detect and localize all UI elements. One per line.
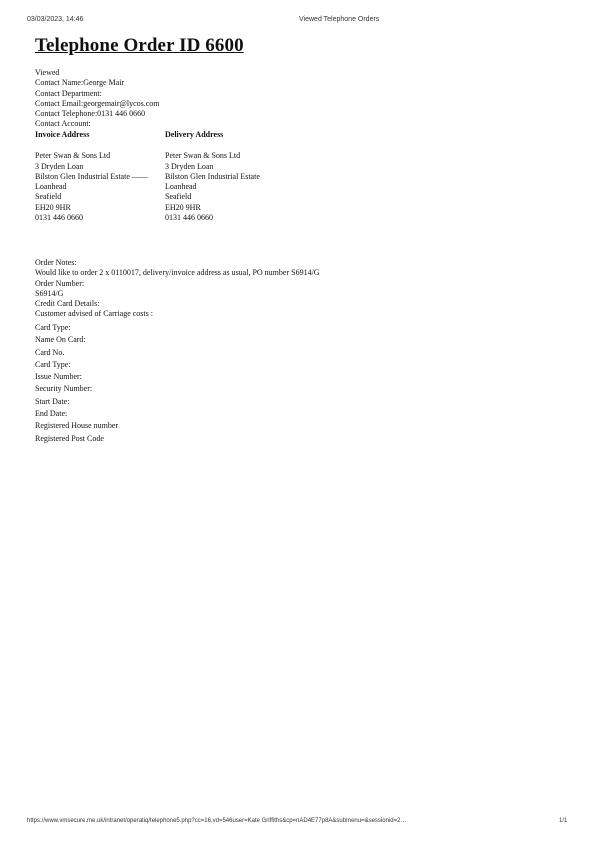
order-notes-text: Would like to order 2 x 0110017, delivery/invoice address as usual, PO number S6914/G bbox=[35, 268, 320, 278]
delivery-estate: Bilston Glen Industrial Estate bbox=[165, 171, 260, 181]
invoice-address-heading: Invoice Address bbox=[35, 130, 90, 139]
contact-account: Contact Account: bbox=[35, 119, 91, 129]
delivery-phone: 0131 446 0660 bbox=[165, 213, 213, 223]
print-url: https://www.vmsecure.me.uk/intranet/operatiq/telephone5.php?cc=16.vd=546user=Kate Griffiths&cp=nAD4E77p8A&submenu=&sessionid=2… bbox=[27, 818, 407, 824]
card-fields bbox=[35, 322, 118, 445]
invoice-postcode: EH20 9HR bbox=[35, 202, 71, 212]
print-datetime: 03/03/2023, 14:46 bbox=[27, 16, 84, 23]
page-number: 1/1 bbox=[559, 818, 568, 824]
delivery-address bbox=[165, 130, 260, 223]
order-number-label: Order Number: bbox=[35, 278, 85, 288]
start-date-label: Start Date: bbox=[35, 396, 70, 406]
delivery-town: Loanhead bbox=[165, 182, 197, 192]
delivery-company: Peter Swan & Sons Ltd bbox=[165, 151, 241, 161]
contact-email: Contact Email:georgemair@lycos.com bbox=[35, 98, 160, 108]
carriage-costs-label: Customer advised of Carriage costs : bbox=[35, 309, 153, 319]
invoice-phone: 0131 446 0660 bbox=[35, 213, 83, 223]
order-notes-section bbox=[35, 258, 320, 320]
invoice-town: Loanhead bbox=[35, 182, 67, 192]
delivery-address-heading: Delivery Address bbox=[165, 130, 224, 139]
end-date-label: End Date: bbox=[35, 409, 68, 419]
delivery-street: 3 Dryden Loan bbox=[165, 161, 214, 171]
issue-number-label: Issue Number: bbox=[35, 372, 82, 382]
invoice-street: 3 Dryden Loan bbox=[35, 161, 84, 171]
delivery-area: Seafield bbox=[165, 192, 192, 202]
invoice-area: Seafield bbox=[35, 192, 62, 202]
contact-name: Contact Name:George Mair bbox=[35, 78, 125, 88]
credit-card-details-label: Credit Card Details: bbox=[35, 299, 100, 309]
contact-department: Contact Department: bbox=[35, 88, 102, 98]
invoice-estate: Bilston Glen Industrial Estate —— bbox=[35, 171, 148, 181]
security-number-label: Security Number: bbox=[35, 384, 93, 394]
print-page-title: Viewed Telephone Orders bbox=[299, 16, 380, 23]
invoice-address bbox=[35, 130, 148, 223]
invoice-company: Peter Swan & Sons Ltd bbox=[35, 151, 111, 161]
registered-post-code-label: Registered Post Code bbox=[35, 433, 104, 443]
order-notes-label: Order Notes: bbox=[35, 258, 77, 267]
registered-house-number-label: Registered House number bbox=[35, 421, 119, 431]
status-line: Viewed bbox=[35, 68, 60, 77]
name-on-card-label: Name On Card: bbox=[35, 335, 86, 345]
delivery-postcode: EH20 9HR bbox=[165, 202, 201, 212]
page-title: Telephone Order ID 6600 bbox=[35, 35, 244, 56]
order-number-value: S6914/G bbox=[35, 288, 64, 298]
card-number-label: Card No. bbox=[35, 347, 65, 357]
contact-details bbox=[35, 68, 160, 130]
card-type-label: Card Type: bbox=[35, 323, 71, 332]
card-type-label-2: Card Type: bbox=[35, 359, 71, 369]
contact-telephone: Contact Telephone:0131 446 0660 bbox=[35, 109, 146, 119]
